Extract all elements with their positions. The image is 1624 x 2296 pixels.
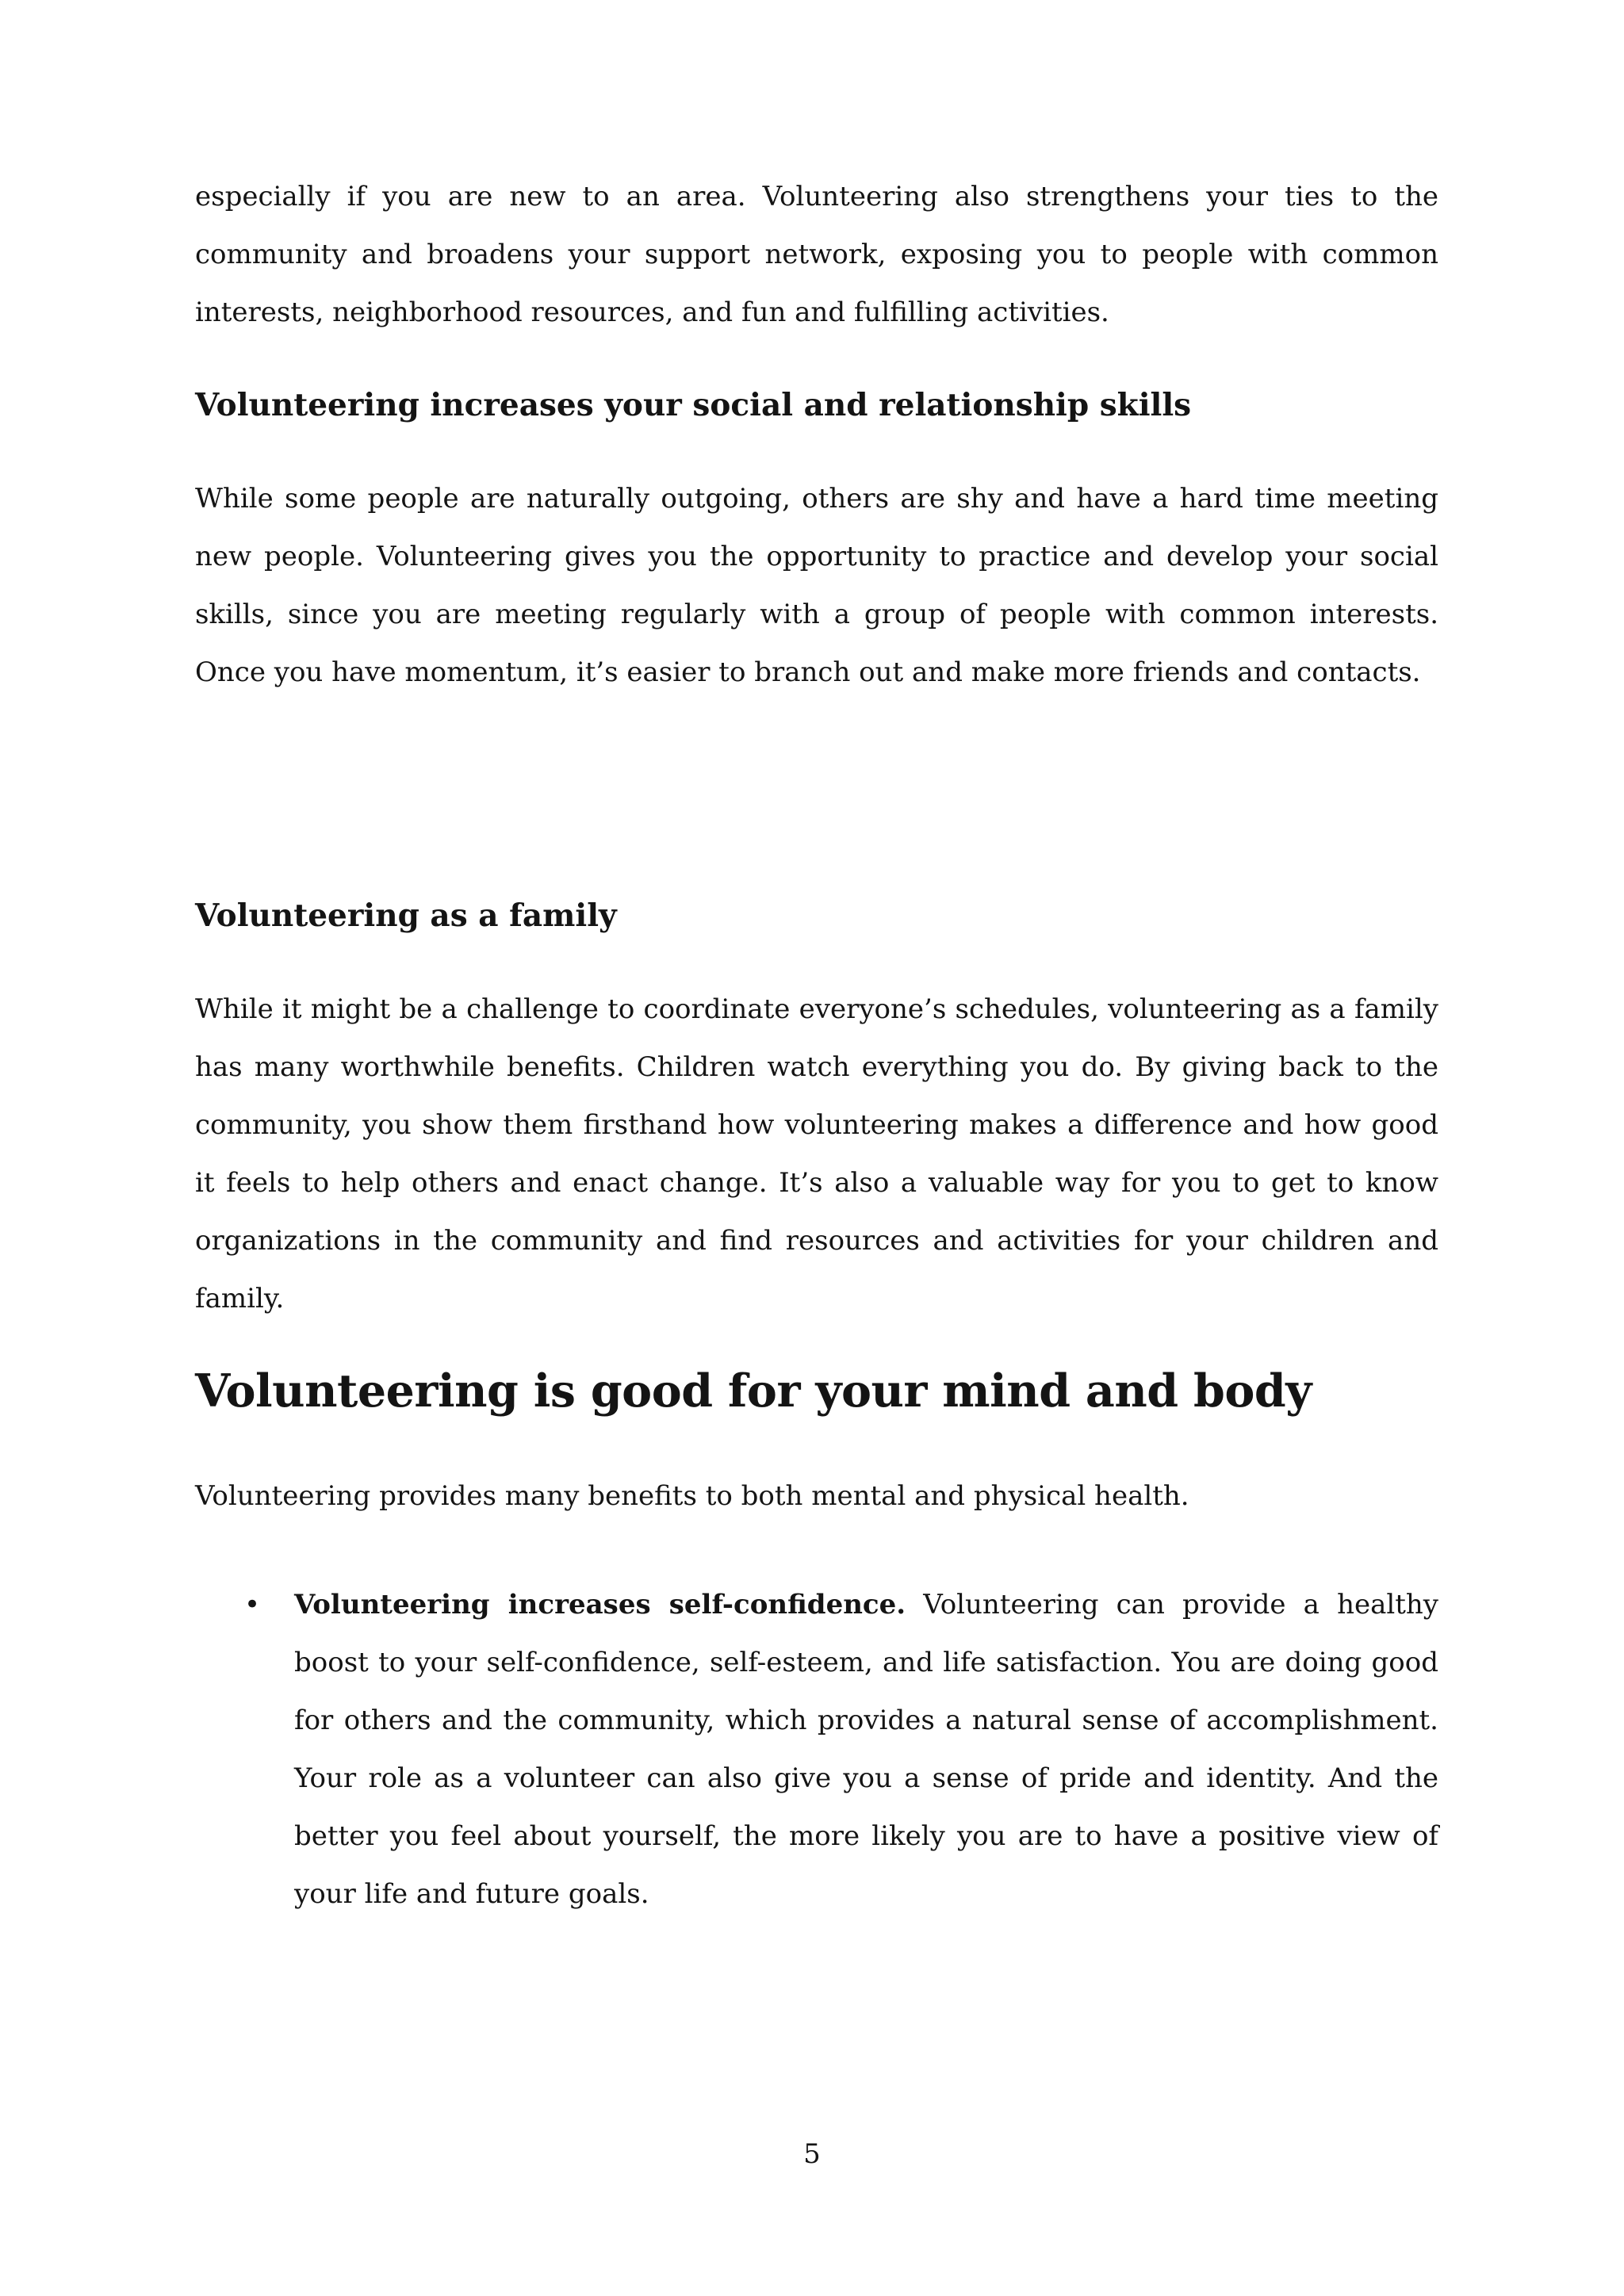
bullet-icon: • xyxy=(244,1589,261,1621)
social-skills-paragraph: While some people are naturally outgoing, others are shy and have a hard time meeting new people. Volunteering gives you the opportunity to practice and develop your social skills, since you are meeting regularly with a group of people with common interests. Once you have momentum, it’s easier to branch out and make more friends and contacts. xyxy=(195,483,1438,688)
bullet-lead: Volunteering increases self-confidence. xyxy=(294,1589,906,1621)
intro-paragraph: especially if you are new to an area. Volunteering also strengthens your ties to the community and broadens your support network, exposing you to people with common interests, neighborhood resources, and fun and fulfilling activities. xyxy=(195,181,1438,328)
benefits-list xyxy=(195,1576,1438,1923)
list-item xyxy=(195,1576,1438,1923)
family-paragraph: While it might be a challenge to coordinate everyone’s schedules, volunteering as a family has many worthwhile benefits. Children watch everything you do. By giving back to the community, you show them firsthand how volunteering makes a difference and how good it feels to help others and enact change. It’s also a valuable way for you to get to know organizations in the community and find resources and activities for your children and family. xyxy=(195,993,1438,1314)
page-content xyxy=(195,168,1438,1923)
mind-body-intro: Volunteering provides many benefits to both mental and physical health. xyxy=(195,1480,1189,1512)
bullet-text: Volunteering can provide a healthy boost to your self-confidence, self-esteem, and life satisfaction. You are doing good for others and the community, which provides a natural sense of accomplishment. Your role as a volunteer can also give you a sense of pride and identity. And the better you feel about yourself, the more likely you are to have a positive view of your life and future goals. xyxy=(294,1589,1438,1910)
page-number: 5 xyxy=(803,2138,821,2170)
mind-body-heading: Volunteering is good for your mind and body xyxy=(195,1364,1312,1418)
social-skills-heading: Volunteering increases your social and relationship skills xyxy=(195,387,1192,423)
family-heading: Volunteering as a family xyxy=(195,897,617,934)
